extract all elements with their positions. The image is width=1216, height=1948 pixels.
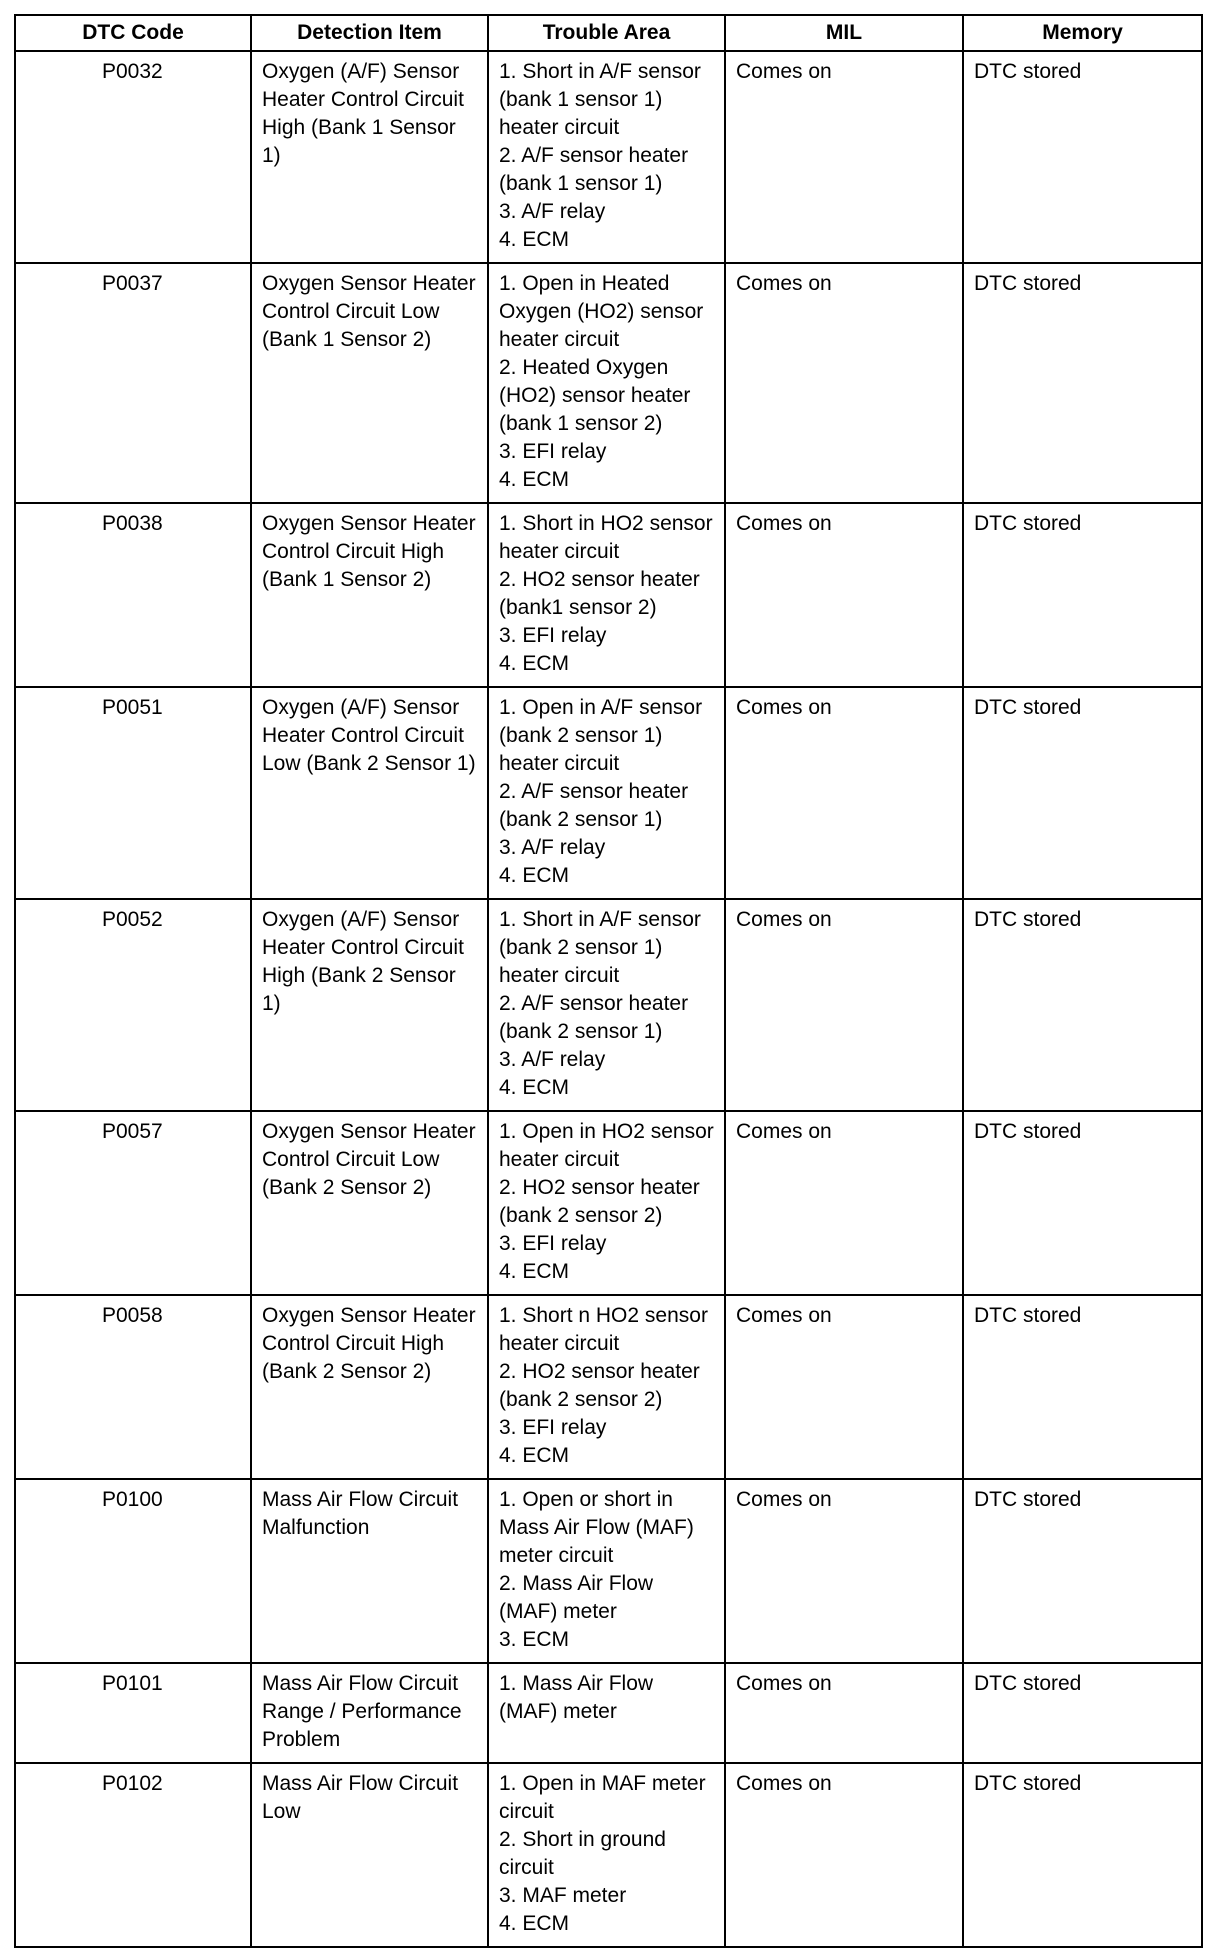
dtc-table [14,14,1203,1948]
trouble-area-item: 2. HO2 sensor heater (bank 2 sensor 2) [499,1176,700,1227]
detection-item-cell: Mass Air Flow Circuit Malfunction [251,1479,488,1663]
mil-cell: Comes on [725,263,963,503]
memory-cell: DTC stored [963,51,1202,263]
mil-cell: Comes on [725,899,963,1111]
memory-cell: DTC stored [963,263,1202,503]
detection-item-cell: Mass Air Flow Circuit Range / Performance Problem [251,1663,488,1763]
table-row [15,1111,1202,1295]
header-trouble-area: Trouble Area [488,15,725,51]
table-row [15,503,1202,687]
trouble-area-item: 2. A/F sensor heater (bank 2 sensor 1) [499,992,689,1043]
header-memory: Memory [963,15,1202,51]
memory-cell: DTC stored [963,503,1202,687]
trouble-area-item: 3. EFI relay [499,440,607,463]
trouble-area-item: 1. Open in Heated Oxygen (HO2) sensor heater circuit [499,272,704,351]
trouble-area-item: 1. Open in HO2 sensor heater circuit [499,1120,714,1171]
trouble-area-item: 3. A/F relay [499,200,606,223]
trouble-area-item: 2. Heated Oxygen (HO2) sensor heater (bank 1 sensor 2) [499,356,691,435]
memory-cell: DTC stored [963,1295,1202,1479]
trouble-area-item: 1. Short in A/F sensor (bank 2 sensor 1) heater circuit [499,908,701,987]
trouble-area-item: 2. Short in ground circuit [499,1828,666,1879]
trouble-area-item: 3. EFI relay [499,1232,607,1255]
trouble-area-item: 1. Short in A/F sensor (bank 1 sensor 1) heater circuit [499,60,701,139]
dtc-code-cell: P0058 [15,1295,251,1479]
trouble-area-item: 4. ECM [499,1444,570,1467]
dtc-code-cell: P0100 [15,1479,251,1663]
table-row [15,1295,1202,1479]
detection-item-cell: Oxygen Sensor Heater Control Circuit Low (Bank 1 Sensor 2) [251,263,488,503]
detection-item-cell: Oxygen (A/F) Sensor Heater Control Circuit Low (Bank 2 Sensor 1) [251,687,488,899]
table-row [15,1663,1202,1763]
mil-cell: Comes on [725,687,963,899]
memory-cell: DTC stored [963,1663,1202,1763]
detection-item-cell: Oxygen (A/F) Sensor Heater Control Circuit High (Bank 2 Sensor 1) [251,899,488,1111]
table-row [15,1479,1202,1663]
header-dtc-code: DTC Code [15,15,251,51]
trouble-area-item: 2. HO2 sensor heater (bank1 sensor 2) [499,568,700,619]
dtc-code-cell: P0032 [15,51,251,263]
trouble-area-item: 4. ECM [499,1076,570,1099]
trouble-area-item: 3. A/F relay [499,1048,606,1071]
detection-item-cell: Oxygen Sensor Heater Control Circuit High (Bank 1 Sensor 2) [251,503,488,687]
dtc-code-cell: P0052 [15,899,251,1111]
mil-cell: Comes on [725,1479,963,1663]
trouble-area-item: 3. A/F relay [499,836,606,859]
table-row [15,899,1202,1111]
trouble-area-item: 3. MAF meter [499,1884,627,1907]
trouble-area-item: 1. Short n HO2 sensor heater circuit [499,1304,708,1355]
trouble-area-cell [488,263,725,503]
memory-cell: DTC stored [963,687,1202,899]
trouble-area-item: 4. ECM [499,1912,570,1935]
mil-cell: Comes on [725,1295,963,1479]
memory-cell: DTC stored [963,899,1202,1111]
dtc-code-cell: P0051 [15,687,251,899]
table-body [15,51,1202,1947]
trouble-area-cell [488,1479,725,1663]
trouble-area-cell [488,503,725,687]
trouble-area-item: 4. ECM [499,864,570,887]
dtc-code-cell: P0057 [15,1111,251,1295]
detection-item-cell: Mass Air Flow Circuit Low [251,1763,488,1947]
table-row [15,687,1202,899]
detection-item-cell: Oxygen Sensor Heater Control Circuit Low (Bank 2 Sensor 2) [251,1111,488,1295]
trouble-area-item: 2. HO2 sensor heater (bank 2 sensor 2) [499,1360,700,1411]
trouble-area-item: 2. A/F sensor heater (bank 2 sensor 1) [499,780,689,831]
memory-cell: DTC stored [963,1111,1202,1295]
header-mil: MIL [725,15,963,51]
trouble-area-item: 4. ECM [499,652,570,675]
trouble-area-item: 1. Open in MAF meter circuit [499,1772,706,1823]
memory-cell: DTC stored [963,1763,1202,1947]
trouble-area-item: 3. EFI relay [499,624,607,647]
mil-cell: Comes on [725,1763,963,1947]
trouble-area-cell [488,899,725,1111]
table-row [15,51,1202,263]
table-row [15,263,1202,503]
trouble-area-item: 4. ECM [499,468,570,491]
trouble-area-item: 4. ECM [499,1260,570,1283]
trouble-area-cell [488,1763,725,1947]
detection-item-cell: Oxygen (A/F) Sensor Heater Control Circuit High (Bank 1 Sensor 1) [251,51,488,263]
trouble-area-cell [488,1111,725,1295]
dtc-code-cell: P0102 [15,1763,251,1947]
mil-cell: Comes on [725,51,963,263]
trouble-area-item: 2. A/F sensor heater (bank 1 sensor 1) [499,144,689,195]
table-header-row [15,15,1202,51]
detection-item-cell: Oxygen Sensor Heater Control Circuit High (Bank 2 Sensor 2) [251,1295,488,1479]
header-detection-item: Detection Item [251,15,488,51]
trouble-area-cell [488,687,725,899]
trouble-area-item: 4. ECM [499,228,570,251]
mil-cell: Comes on [725,1663,963,1763]
table-row [15,1763,1202,1947]
mil-cell: Comes on [725,1111,963,1295]
memory-cell: DTC stored [963,1479,1202,1663]
trouble-area-item: 1. Mass Air Flow (MAF) meter [499,1672,654,1723]
trouble-area-item: 3. ECM [499,1628,570,1651]
trouble-area-item: 2. Mass Air Flow (MAF) meter [499,1572,654,1623]
dtc-code-cell: P0038 [15,503,251,687]
dtc-code-cell: P0101 [15,1663,251,1763]
trouble-area-item: 1. Short in HO2 sensor heater circuit [499,512,713,563]
trouble-area-item: 1. Open or short in Mass Air Flow (MAF) meter circuit [499,1488,694,1567]
trouble-area-item: 3. EFI relay [499,1416,607,1439]
mil-cell: Comes on [725,503,963,687]
dtc-code-cell: P0037 [15,263,251,503]
trouble-area-cell [488,1663,725,1763]
trouble-area-cell [488,1295,725,1479]
trouble-area-item: 1. Open in A/F sensor (bank 2 sensor 1) heater circuit [499,696,703,775]
trouble-area-cell [488,51,725,263]
